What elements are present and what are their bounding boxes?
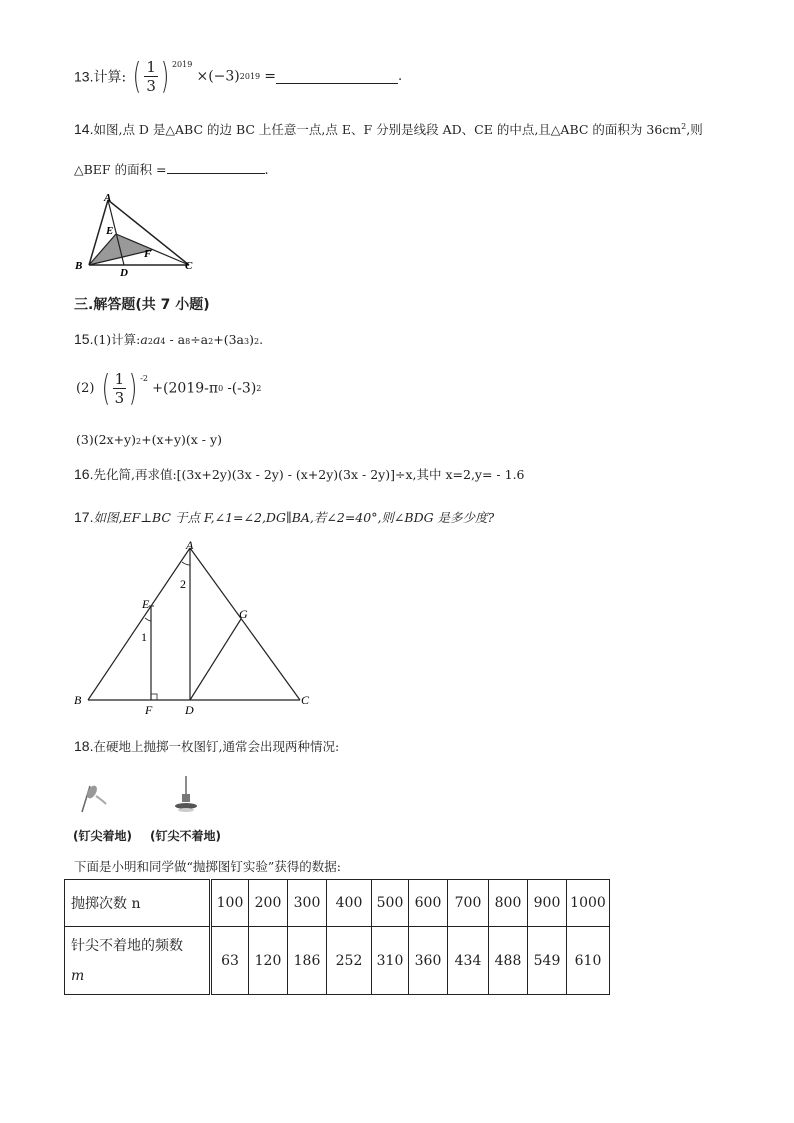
table-header-n: 抛掷次数 n	[65, 880, 211, 927]
label-D: D	[120, 267, 128, 278]
q13-left-paren: (	[133, 55, 142, 97]
q14-text1b: ,则	[686, 122, 703, 137]
table-header-m: 针尖不着地的频数 m	[65, 927, 211, 995]
q16	[74, 465, 525, 483]
q16-number: 16.	[74, 466, 94, 482]
q14-number: 14.	[74, 121, 94, 137]
q14-answer-blank[interactable]	[167, 160, 265, 174]
q13-times: ×	[196, 68, 209, 85]
q14-line1	[74, 120, 703, 138]
q13-right-paren: )	[160, 55, 170, 97]
m-cell: 120	[249, 927, 288, 995]
experiment-table	[64, 879, 610, 995]
q14-text2: △BEF 的面积 =	[74, 162, 167, 177]
q13-eq: =	[264, 68, 276, 85]
m-cell: 186	[288, 927, 327, 995]
svg-text:B: B	[74, 693, 82, 707]
n-cell: 300	[288, 880, 327, 927]
q18	[74, 737, 339, 755]
q15-number: 15.	[74, 331, 94, 347]
label-C: C	[185, 260, 193, 272]
q13-frac-num: 1	[146, 58, 156, 76]
n-cell: 800	[489, 880, 528, 927]
q14-line2: △BEF 的面积 = .	[74, 162, 269, 178]
q13-base2: (−3)	[208, 68, 240, 85]
angle-1-arc	[145, 618, 151, 621]
caption-point-up: (钉尖不着地)	[150, 829, 221, 843]
q17	[74, 508, 494, 526]
q15-part2: (2) ( $\frac{1}{3}$ ) $^{-2}$ +(2019-π0 -(-3)2	[76, 367, 262, 409]
q13-exp2: 2019	[239, 72, 261, 81]
svg-text:2: 2	[180, 577, 186, 591]
q14-text1: 如图,点 D 是△ABC 的边 BC 上任意一点,点 E、F 分别是线段 AD、CE 的中点,且△ABC 的面积为 36cm	[93, 122, 682, 137]
q13-frac-den: 3	[146, 77, 156, 95]
q15-fraction: $\frac{1}{3}$	[114, 370, 125, 407]
svg-text:A: A	[186, 538, 194, 552]
svg-text:1: 1	[141, 630, 147, 644]
label-E: E	[106, 225, 114, 237]
n-cell: 400	[327, 880, 372, 927]
q13-label: 计算:	[93, 69, 127, 86]
svg-text:C: C	[301, 693, 310, 707]
right-angle-mark	[151, 694, 157, 700]
q13-fraction	[144, 58, 158, 95]
caption-point-down: (钉尖着地)	[73, 829, 132, 843]
label-F: F	[144, 248, 152, 260]
q13-answer-blank[interactable]	[276, 70, 398, 84]
n-cell: 600	[409, 880, 448, 927]
table-row-n	[65, 880, 610, 927]
n-cell: 900	[528, 880, 567, 927]
m-cell: 488	[489, 927, 528, 995]
svg-text:G: G	[239, 607, 248, 621]
q13: 13.计算: ( $\frac{1}{3}$ ) $^{2019}$ ×(−3)2019 = .	[74, 55, 403, 97]
q18-number: 18.	[74, 738, 94, 754]
q17-number: 17.	[74, 509, 94, 525]
q17-text: 如图,EF⊥BC 于点 F,∠1=∠2,DG∥BA,若∠2=40°,则∠BDG 是多少度?	[93, 510, 495, 525]
svg-text:E: E	[142, 597, 150, 611]
thumbtack-point-up-image	[168, 772, 208, 818]
angle-2-arc	[182, 562, 190, 565]
label-A: A	[104, 192, 112, 204]
n-cell: 500	[372, 880, 409, 927]
thumbtack-point-down-image	[74, 778, 114, 818]
q14-unit-sup: 2	[681, 122, 687, 131]
n-cell: 1000	[567, 880, 610, 927]
m-cell: 360	[409, 927, 448, 995]
n-cell: 700	[448, 880, 489, 927]
m-cell: 434	[448, 927, 489, 995]
m-cell: 310	[372, 927, 409, 995]
n-cell: 100	[211, 880, 249, 927]
q15-part1: 15.(1)计算:a2a4 - a8÷a2+(3a3)2.	[74, 331, 264, 347]
q14-figure	[72, 190, 202, 278]
q17-figure	[70, 538, 320, 720]
q18-intro: 下面是小明和同学做“抛掷图钉实验”获得的数据:	[74, 859, 341, 874]
m-cell: 549	[528, 927, 567, 995]
q13-number: 13.	[74, 68, 94, 85]
table-row-m	[65, 927, 610, 995]
m-cell: 252	[327, 927, 372, 995]
m-cell: 610	[567, 927, 610, 995]
q18-text: 在硬地上抛掷一枚图钉,通常会出现两种情况:	[93, 739, 340, 754]
q16-text: 先化简,再求值:[(3x+2y)(3x - 2y) - (x+2y)(3x - 2y)]÷x,其中 x=2,y= - 1.6	[93, 467, 525, 482]
section-title: 三.解答题(共 7 小题)	[74, 297, 210, 313]
label-B: B	[75, 260, 83, 272]
n-cell: 200	[249, 880, 288, 927]
svg-text:F: F	[145, 703, 153, 717]
q15-part3: (3)(2x+y)2+(x+y)(x - y)	[76, 432, 222, 447]
q13-exp1: 2019	[171, 60, 193, 69]
svg-text:D: D	[185, 703, 194, 717]
m-cell: 63	[211, 927, 249, 995]
